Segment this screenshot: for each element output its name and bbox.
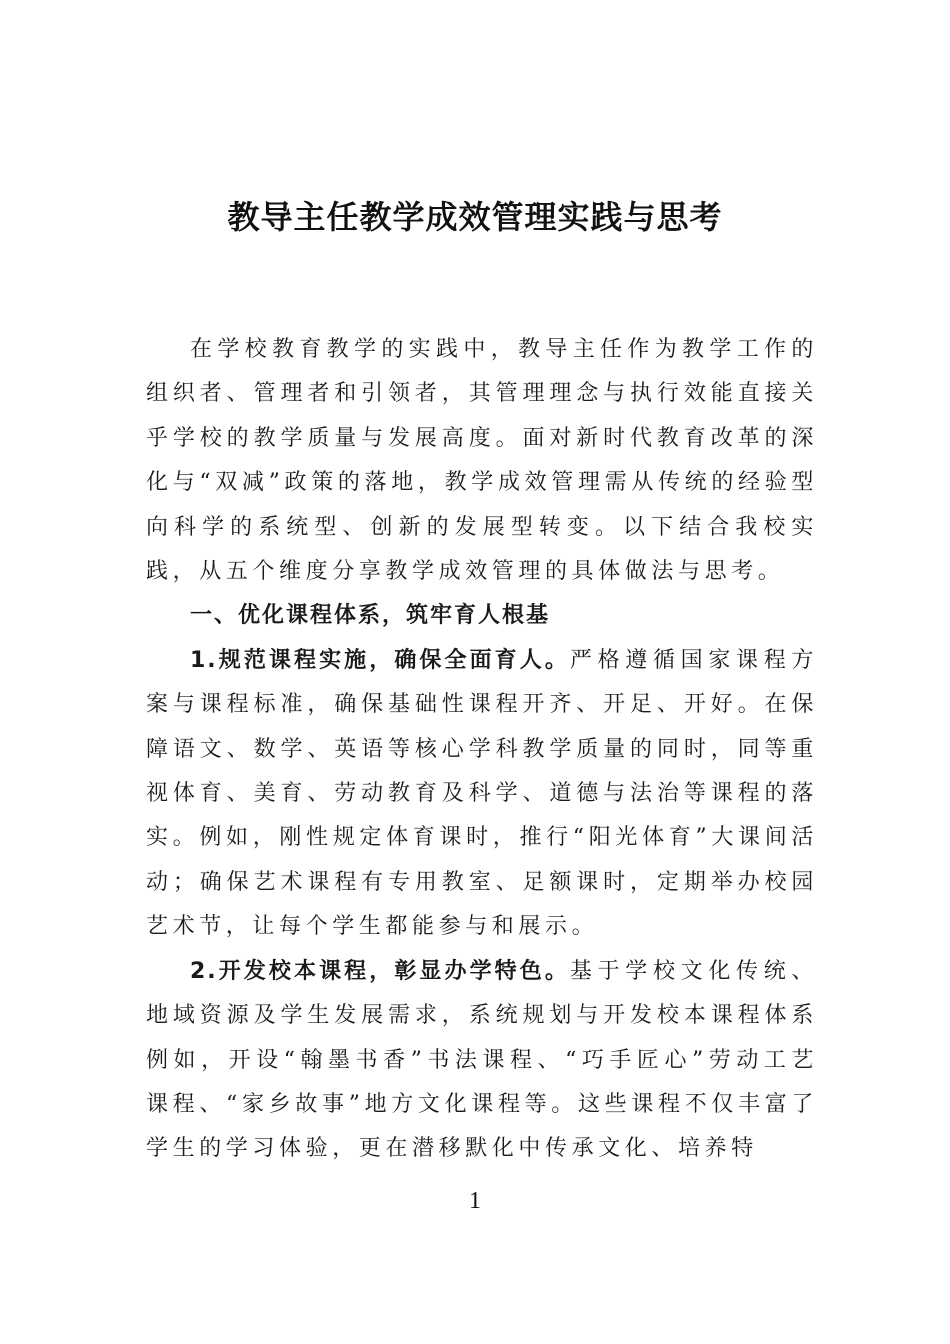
document-body [146, 328, 818, 1172]
document-title: 教导主任教学成效管理实践与思考 [227, 198, 723, 236]
item-1-text: 严格遵循国家课程方案与课程标准，确保基础性课程开齐、开足、开好。在保障语文、数学、英语等核心学科教学质量的同时，同等重视体育、美育、劳动教育及科学、道德与法治等课程的落实。例如，刚性规定体育课时，推行“阳光体育”大课间活动；确保艺术课程有专用教室、足额课时，定期举办校园艺术节，让每个学生都能参与和展示。 [146, 647, 818, 940]
section-heading: 一、优化课程体系，筑牢育人根基 [190, 603, 551, 629]
page-number: 1 [469, 1188, 481, 1214]
item-1-lead: 1.规范课程实施，确保全面育人。 [190, 647, 570, 673]
paragraph-item-2 [146, 950, 818, 1172]
item-2-text: 基于学校文化传统、地域资源及学生发展需求，系统规划与开发校本课程体系例如，开设“翰墨书香”书法课程、“巧手匠心”劳动工艺课程、“家乡故事”地方文化课程等。这些课程不仅丰富了学生的学习体验，更在潜移默化中传承文化、培养特 [146, 958, 818, 1162]
intro-paragraph: 在学校教育教学的实践中，教导主任作为教学工作的组织者、管理者和引领者，其管理理念与执行效能直接关乎学校的教学质量与发展高度。面对新时代教育改革的深化与“双减”政策的落地，教学成效管理需从传统的经验型向科学的系统型、创新的发展型转变。以下结合我校实践，从五个维度分享教学成效管理的具体做法与思考。 [146, 337, 818, 585]
item-2-lead: 2.开发校本课程，彰显办学特色。 [190, 958, 570, 984]
paragraph-item-1 [146, 639, 818, 950]
